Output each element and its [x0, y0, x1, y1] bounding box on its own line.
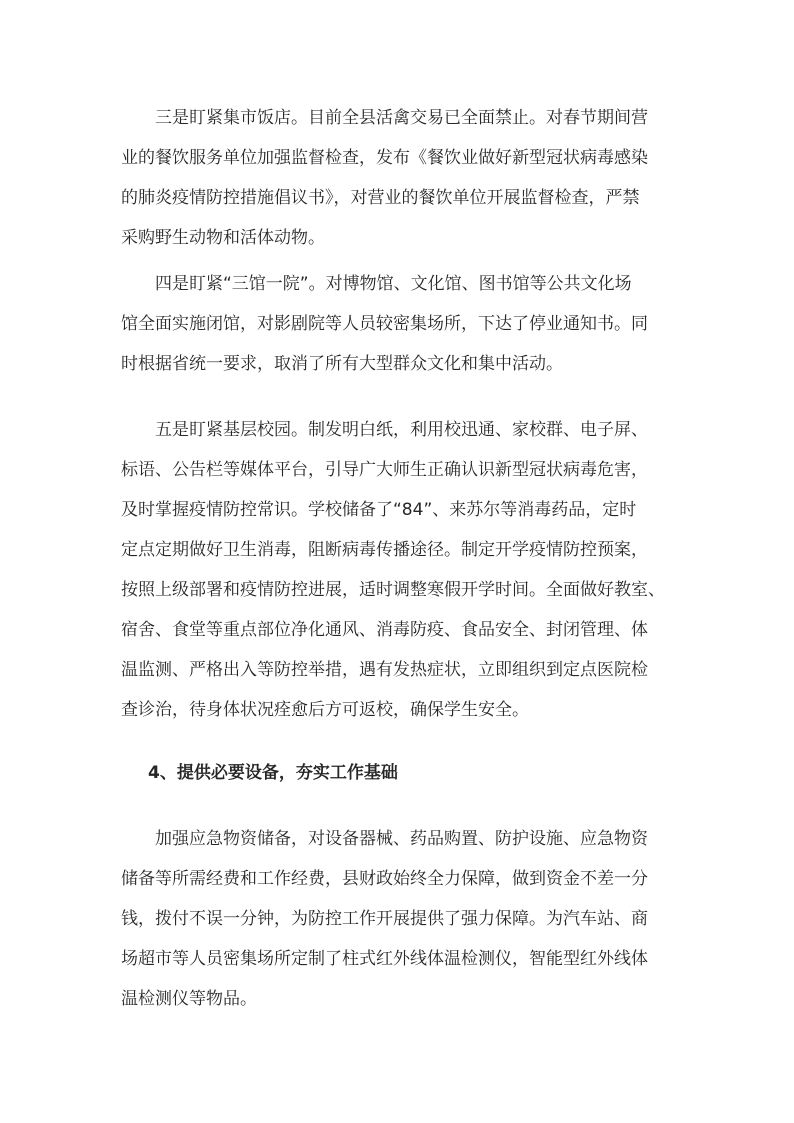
text-line: 馆全面实施闭馆，对影剧院等人员较密集场所，下达了停业通知书。同 — [121, 314, 648, 334]
text-line: 业的餐饮服务单位加强监督检查，发布《餐饮业做好新型冠状病毒感染 — [121, 148, 648, 168]
text-line: 宿舍、食堂等重点部位净化通风、消毒防疫、食品安全、封闭管理、体 — [121, 620, 648, 640]
section-heading: 4、提供必要设备，夯实工作基础 — [148, 763, 398, 783]
text-line: 四是盯紧“三馆一院”。对博物馆、文化馆、图书馆等公共文化场 — [121, 274, 632, 294]
text-line: 温监测、严格出入等防控举措，遇有发热症状，立即组织到定点医院检 — [121, 660, 648, 680]
text-line: 按照上级部署和疫情防控进展，适时调整寒假开学时间。全面做好教室、 — [121, 580, 665, 600]
paragraph-equipment — [121, 819, 681, 1019]
text-line: 标语、公告栏等媒体平台，引导广大师生正确认识新型冠状病毒危害， — [121, 460, 648, 480]
text-line: 钱，拨付不误一分钟，为防控工作开展提供了强力保障。为汽车站、商 — [121, 909, 648, 929]
text-line: 场超市等人员密集场所定制了柱式红外线体温检测仪，智能型红外线体 — [121, 949, 648, 969]
text-line: 的肺炎疫情防控措施倡议书》，对营业的餐饮单位开展监督检查，严禁 — [121, 188, 640, 208]
paragraph-three-halls — [121, 264, 681, 384]
text-line: 温检测仪等物品。 — [121, 989, 257, 1009]
text-line: 加强应急物资储备，对设备器械、药品购置、防护设施、应急物资 — [121, 829, 648, 849]
text-line: 查诊治，待身体状况痊愈后方可返校，确保学生安全。 — [121, 700, 529, 720]
text-line: 定点定期做好卫生消毒，阻断病毒传播途径。制定开学疫情防控预案， — [121, 540, 648, 560]
text-line: 及时掌握疫情防控常识。学校储备了“84”、来苏尔等消毒药品，定时 — [121, 500, 637, 520]
text-line: 五是盯紧基层校园。制发明白纸，利用校迅通、家校群、电子屏、 — [121, 420, 648, 440]
paragraph-market-restaurants — [121, 98, 681, 258]
paragraph-campus — [121, 410, 681, 730]
text-line: 储备等所需经费和工作经费，县财政始终全力保障，做到资金不差一分 — [121, 869, 648, 889]
text-line: 采购野生动物和活体动物。 — [121, 228, 325, 248]
text-line: 三是盯紧集市饭店。目前全县活禽交易已全面禁止。对春节期间营 — [121, 108, 648, 128]
text-line: 时根据省统一要求，取消了所有大型群众文化和集中活动。 — [121, 354, 563, 374]
